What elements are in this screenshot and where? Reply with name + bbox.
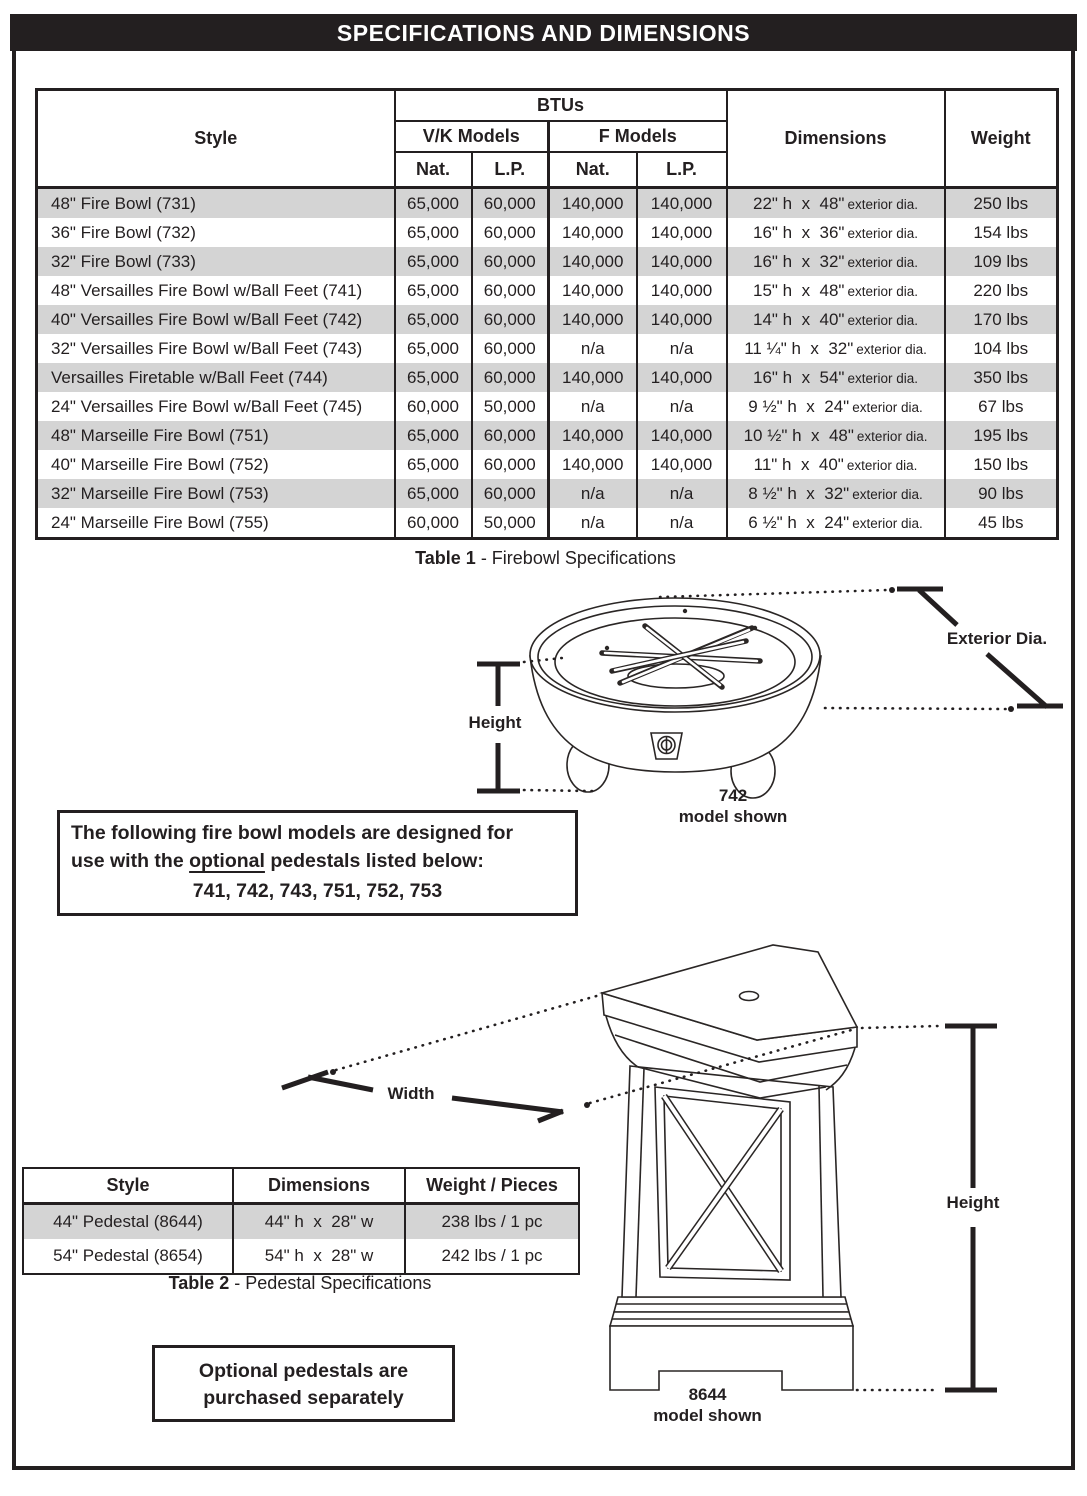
btu-cell: 140,000 (637, 305, 727, 334)
col-header-vk-models: V/K Models (395, 121, 549, 152)
btu-cell: 60,000 (472, 334, 549, 363)
dimensions-cell: 15" h x 48" exterior dia. (727, 276, 945, 305)
compatible-model-list: 741, 742, 743, 751, 752, 753 (192, 880, 443, 902)
fire-bowl-drawing (530, 598, 821, 798)
weight-cell: 250 lbs (945, 188, 1058, 219)
col-header-f-nat: Nat. (549, 152, 637, 188)
pedestal-compatibility-note (57, 810, 578, 916)
btu-cell: n/a (549, 479, 637, 508)
weight-cell: 170 lbs (945, 305, 1058, 334)
btu-cell: 50,000 (472, 508, 549, 539)
col-header-vk-lp: L.P. (472, 152, 549, 188)
style-cell: 24" Marseille Fire Bowl (755) (37, 508, 395, 539)
style-cell: 48" Marseille Fire Bowl (751) (37, 421, 395, 450)
firebowl-height-label: Height (453, 712, 537, 733)
btu-cell: 65,000 (395, 305, 472, 334)
pedestal-model-caption (620, 1384, 795, 1426)
btu-cell: 140,000 (549, 363, 637, 392)
btu-cell: n/a (637, 508, 727, 539)
dimensions-cell: 54" h x 28" w (233, 1239, 405, 1274)
optional-pedestals-note (152, 1345, 455, 1422)
pedestal-width-label: Width (387, 1084, 435, 1103)
dimensions-cell: 8 ½" h x 32" exterior dia. (727, 479, 945, 508)
col-header-weight-pieces: Weight / Pieces (405, 1168, 579, 1204)
note-line2: purchased separately (203, 1387, 404, 1409)
style-cell: 40" Marseille Fire Bowl (752) (37, 450, 395, 479)
col-header-f-models: F Models (549, 121, 727, 152)
btu-cell: 65,000 (395, 450, 472, 479)
note-line1: The following fire bowl models are designed for (71, 822, 514, 844)
btu-cell: 140,000 (637, 247, 727, 276)
btu-cell: 60,000 (395, 392, 472, 421)
btu-cell: 60,000 (472, 218, 549, 247)
btu-cell: n/a (549, 508, 637, 539)
btu-cell: 60,000 (395, 508, 472, 539)
firebowl-spec-table-wrap (35, 88, 1059, 540)
firebowl-model-caption (650, 785, 816, 827)
model-shown-text: model shown (678, 807, 788, 826)
col-header-f-lp: L.P. (637, 152, 727, 188)
table-row (37, 392, 1058, 421)
btu-cell: 140,000 (549, 247, 637, 276)
dimensions-cell: 22" h x 48" exterior dia. (727, 188, 945, 219)
btu-cell: 140,000 (637, 421, 727, 450)
btu-cell: 60,000 (472, 188, 549, 219)
btu-cell: 140,000 (637, 188, 727, 219)
btu-cell: 140,000 (637, 218, 727, 247)
weight-cell: 238 lbs / 1 pc (405, 1204, 579, 1240)
btu-cell: 60,000 (472, 421, 549, 450)
col-header-dimensions: Dimensions (727, 90, 945, 188)
style-cell: 40" Versailles Fire Bowl w/Ball Feet (742) (37, 305, 395, 334)
firebowl-spec-table (35, 88, 1059, 540)
table-row (37, 305, 1058, 334)
table-row (23, 1239, 579, 1274)
burner-logo-plate (651, 733, 682, 759)
style-cell: 36" Fire Bowl (732) (37, 218, 395, 247)
weight-cell: 220 lbs (945, 276, 1058, 305)
col-header-vk-nat: Nat. (395, 152, 472, 188)
table-row (37, 188, 1058, 219)
style-cell: 24" Versailles Fire Bowl w/Ball Feet (745) (37, 392, 395, 421)
table-row (37, 508, 1058, 539)
btu-cell: 140,000 (637, 276, 727, 305)
style-cell: 32" Versailles Fire Bowl w/Ball Feet (743) (37, 334, 395, 363)
style-cell: 48" Versailles Fire Bowl w/Ball Feet (741) (37, 276, 395, 305)
dimensions-cell: 6 ½" h x 24" exterior dia. (727, 508, 945, 539)
btu-cell: 140,000 (549, 421, 637, 450)
btu-cell: 60,000 (472, 479, 549, 508)
btu-cell: 65,000 (395, 276, 472, 305)
style-cell: 48" Fire Bowl (731) (37, 188, 395, 219)
btu-cell: 65,000 (395, 363, 472, 392)
btu-cell: n/a (637, 392, 727, 421)
btu-cell: n/a (637, 334, 727, 363)
dimensions-cell: 16" h x 54" exterior dia. (727, 363, 945, 392)
model-number: 742 (718, 786, 748, 805)
btu-cell: 65,000 (395, 421, 472, 450)
weight-cell: 195 lbs (945, 421, 1058, 450)
btu-cell: 65,000 (395, 334, 472, 363)
btu-cell: 60,000 (472, 247, 549, 276)
weight-cell: 350 lbs (945, 363, 1058, 392)
btu-cell: 140,000 (549, 276, 637, 305)
btu-cell: n/a (549, 392, 637, 421)
underlined-word: optional (189, 850, 265, 872)
weight-cell: 67 lbs (945, 392, 1058, 421)
dimensions-cell: 11 ¼" h x 32" exterior dia. (727, 334, 945, 363)
table-row (37, 334, 1058, 363)
table-row (37, 218, 1058, 247)
dimensions-cell: 10 ½" h x 48" exterior dia. (727, 421, 945, 450)
pedestal-height-label: Height (940, 1192, 1006, 1213)
btu-cell: 60,000 (472, 450, 549, 479)
btu-cell: 65,000 (395, 218, 472, 247)
dimensions-cell: 11" h x 40" exterior dia. (727, 450, 945, 479)
table-row (37, 276, 1058, 305)
style-cell: 44" Pedestal (8644) (23, 1204, 233, 1240)
dimensions-cell: 14" h x 40" exterior dia. (727, 305, 945, 334)
table-row (37, 450, 1058, 479)
btu-cell: n/a (637, 479, 727, 508)
weight-cell: 45 lbs (945, 508, 1058, 539)
table-row (37, 421, 1058, 450)
style-cell: Versailles Firetable w/Ball Feet (744) (37, 363, 395, 392)
col-header-btus: BTUs (395, 90, 727, 122)
weight-cell: 242 lbs / 1 pc (405, 1239, 579, 1274)
table-row (37, 247, 1058, 276)
pedestal-spec-table-wrap (22, 1167, 580, 1275)
btu-cell: 140,000 (549, 188, 637, 219)
col-header-dimensions: Dimensions (233, 1168, 405, 1204)
style-cell: 32" Fire Bowl (733) (37, 247, 395, 276)
table-row (37, 479, 1058, 508)
btu-cell: 60,000 (472, 305, 549, 334)
table-row (37, 363, 1058, 392)
table1-caption: Table 1 - Firebowl Specifications (415, 548, 676, 568)
col-header-style: Style (23, 1168, 233, 1204)
btu-cell: 50,000 (472, 392, 549, 421)
dimensions-cell: 44" h x 28" w (233, 1204, 405, 1240)
note-line1: Optional pedestals are (198, 1360, 409, 1382)
table2-caption: Table 2 - Pedestal Specifications (168, 1273, 432, 1293)
btu-cell: 60,000 (472, 276, 549, 305)
btu-cell: 65,000 (395, 247, 472, 276)
col-header-style: Style (37, 90, 395, 188)
btu-cell: 65,000 (395, 188, 472, 219)
pedestal-spec-table (22, 1167, 580, 1275)
style-cell: 54" Pedestal (8654) (23, 1239, 233, 1274)
btu-cell: 140,000 (549, 218, 637, 247)
weight-cell: 90 lbs (945, 479, 1058, 508)
page-title: SPECIFICATIONS AND DIMENSIONS (10, 14, 1077, 51)
weight-cell: 150 lbs (945, 450, 1058, 479)
style-cell: 32" Marseille Fire Bowl (753) (37, 479, 395, 508)
weight-cell: 109 lbs (945, 247, 1058, 276)
firebowl-exterior-dia-label: Exterior Dia. (946, 629, 1048, 648)
btu-cell: 65,000 (395, 479, 472, 508)
dimensions-cell: 16" h x 32" exterior dia. (727, 247, 945, 276)
btu-cell: n/a (549, 334, 637, 363)
btu-cell: 60,000 (472, 363, 549, 392)
col-header-weight: Weight (945, 90, 1058, 188)
dimensions-cell: 16" h x 36" exterior dia. (727, 218, 945, 247)
dimensions-cell: 9 ½" h x 24" exterior dia. (727, 392, 945, 421)
note-line2: use with the optional pedestals listed below: (71, 850, 484, 872)
btu-cell: 140,000 (637, 450, 727, 479)
model-number: 8644 (688, 1385, 727, 1404)
model-shown-text: model shown (653, 1406, 762, 1425)
btu-cell: 140,000 (549, 450, 637, 479)
weight-cell: 104 lbs (945, 334, 1058, 363)
table-row (23, 1204, 579, 1240)
btu-cell: 140,000 (637, 363, 727, 392)
weight-cell: 154 lbs (945, 218, 1058, 247)
pedestal-drawing (602, 945, 857, 1390)
btu-cell: 140,000 (549, 305, 637, 334)
